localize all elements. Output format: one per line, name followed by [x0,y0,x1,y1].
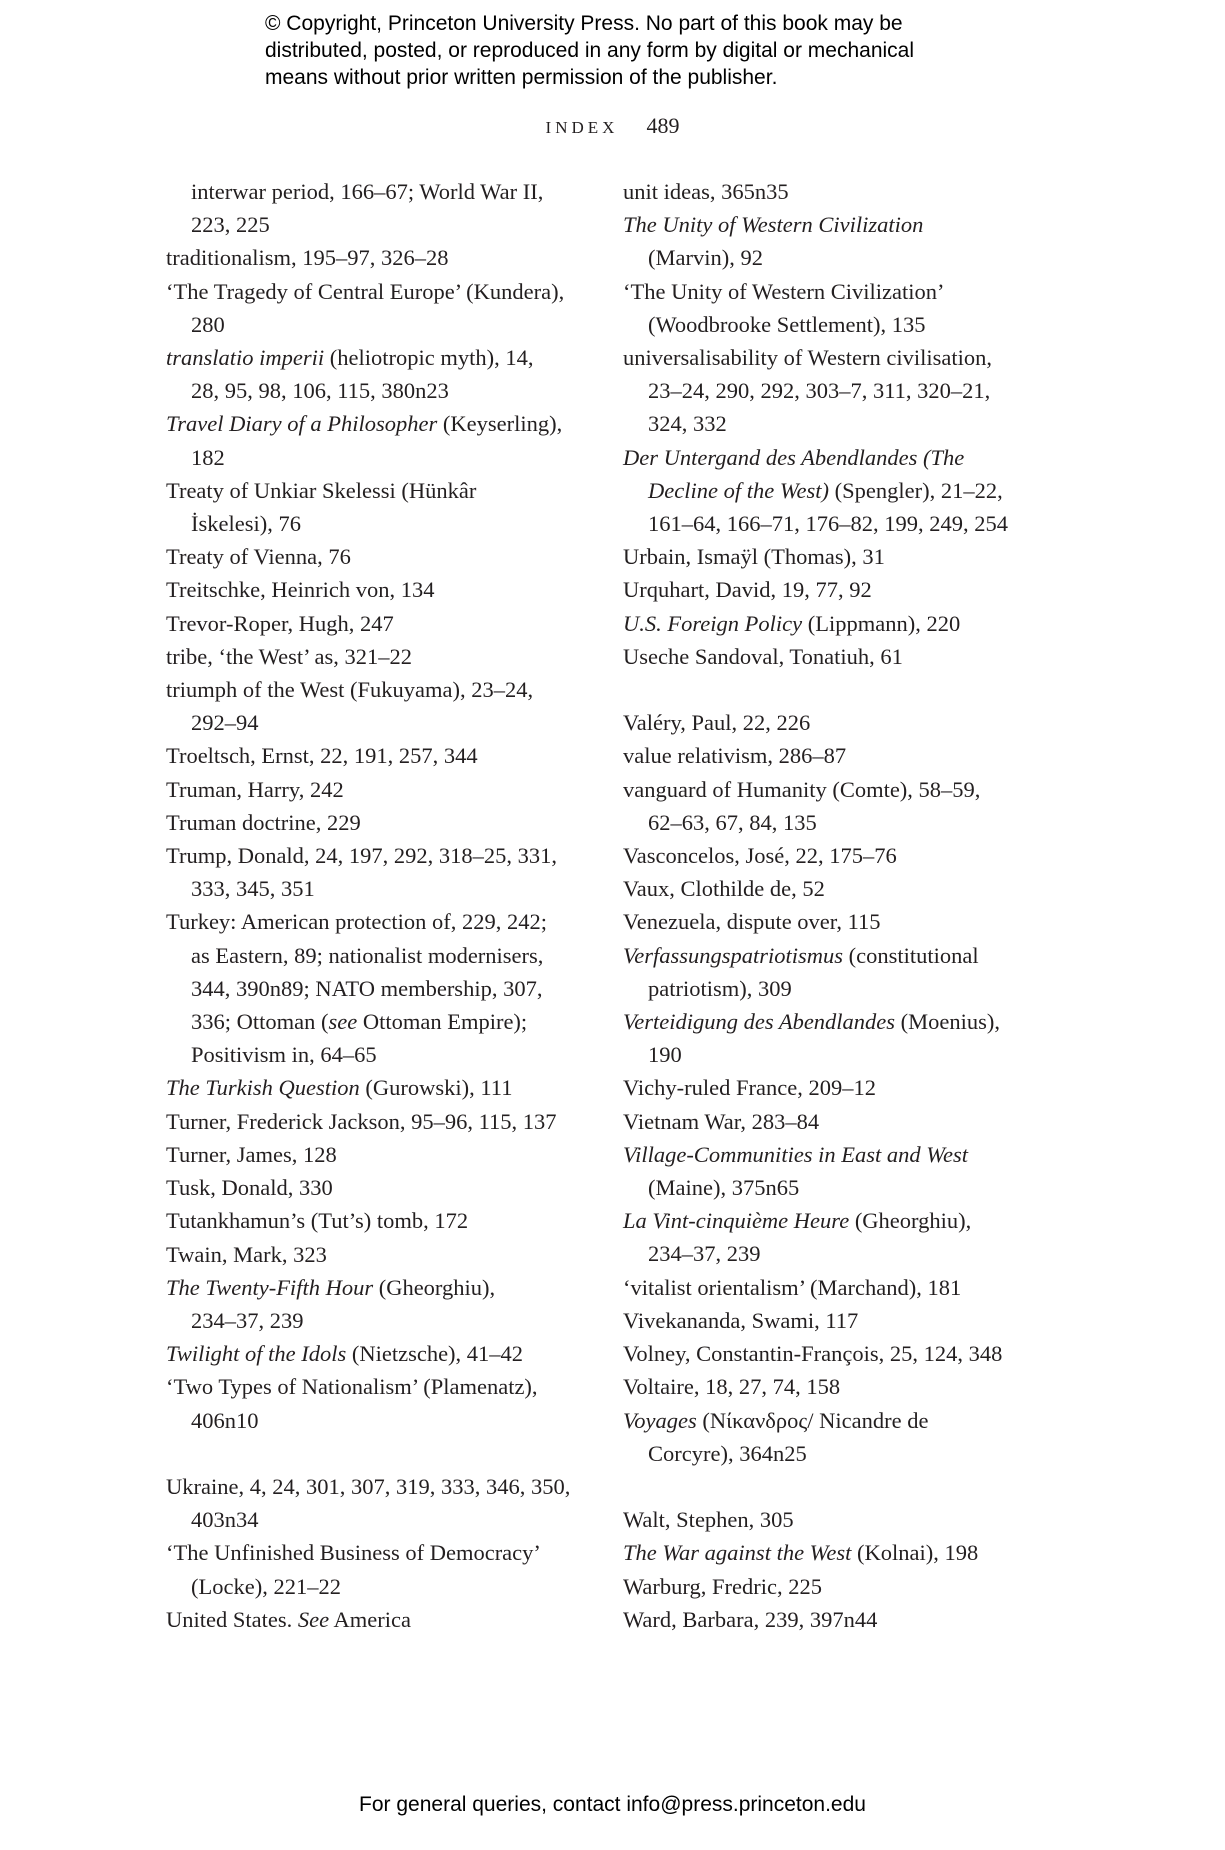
footer-contact: For general queries, contact info@press.princeton.edu [359,1793,866,1816]
index-entry-wrap: patriotism), 309 [648,975,792,1001]
index-entry-text: (Gheorghiu), [849,1208,972,1234]
running-head-label: INDEX [545,118,619,137]
index-entry [623,706,1043,739]
index-entry-text: Ukraine, 4, 24, 301, 307, 319, 333, 346, 350, [166,1473,571,1499]
index-entry [166,1071,586,1104]
index-entry-continuation [623,507,1043,540]
index-entry-text: vanguard of Humanity (Comte), 58–59, [623,776,981,802]
letter-gap [166,1437,586,1470]
index-entry-text: (Kolnai), 198 [851,1540,979,1566]
index-entry-italic: The Twenty-Fifth Hour [166,1274,374,1300]
index-entry-text: Turner, James, 128 [166,1141,337,1167]
index-entry-text: ‘vitalist orientalism’ (Marchand), 181 [623,1274,962,1300]
index-entry-wrap: 406n10 [191,1407,259,1433]
index-entry-wrap: 190 [648,1042,682,1068]
index-entry-text: triumph of the West (Fukuyama), 23–24, [166,677,534,703]
index-entry-text: 161–64, 166–71, 176–82, 199, 249, 254 [648,511,1008,537]
copyright-line: means without prior written permission of the publisher. [265,66,778,89]
index-entry-italic: Verteidigung des Abendlandes [623,1009,896,1035]
index-entry [166,1370,586,1403]
index-entry-wrap: 403n34 [191,1507,259,1533]
index-entry-text: Volney, Constantin-François, 25, 124, 348 [623,1341,1003,1367]
index-entry-continuation [166,972,586,1005]
index-entry [166,739,586,772]
index-entry [166,474,586,507]
index-entry-wrap: (Locke), 221–22 [191,1573,341,1599]
index-entry [623,1603,1043,1636]
index-entry [623,275,1043,308]
index-entry-text: Ward, Barbara, 239, 397n44 [623,1606,878,1632]
index-entry [623,1570,1043,1603]
index-entry [166,673,586,706]
index-entry-text: traditionalism, 195–97, 326–28 [166,245,449,271]
index-entry-text: Trump, Donald, 24, 197, 292, 318–25, 331, [166,843,558,869]
index-entry [623,1304,1043,1337]
index-entry-text: Vivekananda, Swami, 117 [623,1307,859,1333]
index-entry-text: (Νίκανδρος/ Nicandre de [696,1407,929,1433]
index-entry-wrap: 292–94 [191,710,259,736]
index-entry [166,905,586,938]
index-entry [166,806,586,839]
index-entry-wrap: 23–24, 290, 292, 303–7, 311, 320–21, [648,378,991,404]
letter-gap [623,673,1043,706]
index-entry-text: Twain, Mark, 323 [166,1241,327,1267]
index-entry [623,341,1043,374]
index-entry [166,540,586,573]
index-entry-wrap: 333, 345, 351 [191,876,315,902]
index-entry-text: Valéry, Paul, 22, 226 [623,710,811,736]
index-entry-wrap: 182 [191,444,225,470]
index-entry-text: (Gheorghiu), [373,1274,496,1300]
index-entry [166,407,586,440]
index-entry-text: Troeltsch, Ernst, 22, 191, 257, 344 [166,743,478,769]
index-entry-text: Treaty of Vienna, 76 [166,544,351,570]
index-entry-italic: Der Untergand des Abendlandes (The [623,444,965,470]
index-entry [623,607,1043,640]
index-entry-text: Turner, Frederick Jackson, 95–96, 115, 137 [166,1108,557,1134]
index-entry-text: Vasconcelos, José, 22, 175–76 [623,843,897,869]
running-head [0,113,1225,139]
index-entry-text: as Eastern, 89; nationalist modernisers, [191,942,544,968]
index-entry-text: Treaty of Unkiar Skelessi (Hünkâr [166,477,477,503]
index-entry-text: (Keyserling), [437,411,563,437]
index-entry [623,1204,1043,1237]
index-entry-italic: Travel Diary of a Philosopher [166,411,438,437]
index-entry [623,905,1043,938]
index-entry-wrap: Corcyre), 364n25 [648,1440,807,1466]
index-entry [166,640,586,673]
index-entry [166,341,586,374]
index-entry [623,1370,1043,1403]
index-entry-continuation [166,175,586,208]
index-entry [166,1603,586,1636]
index-entry-text: tribe, ‘the West’ as, 321–22 [166,643,413,669]
index-entry-continuation [166,939,586,972]
index-entry [623,208,1043,241]
index-entry-italic: Voyages [623,1407,697,1433]
index-entry-text: Urbain, Ismaÿl (Thomas), 31 [623,544,885,570]
index-entry-continuation [623,407,1043,440]
index-entry-continuation [166,1038,586,1071]
index-entry [166,275,586,308]
index-entry [166,1271,586,1304]
index-entry [623,939,1043,972]
index-entry-text: Truman doctrine, 229 [166,809,361,835]
index-entry [166,773,586,806]
index-entry-text: Vietnam War, 283–84 [623,1108,820,1134]
index-entry-text: Voltaire, 18, 27, 74, 158 [623,1374,841,1400]
index-entry-text: Positivism in, 64–65 [191,1042,377,1068]
index-entry-italic: translatio imperii [166,345,325,371]
index-entry-text: Useche Sandoval, Tonatiuh, 61 [623,643,903,669]
index-entry-wrap: 280 [191,311,225,337]
index-entry-text: Ottoman Empire); [357,1009,528,1035]
index-entry-text: 344, 390n89; NATO membership, 307, [191,975,543,1001]
index-entry-italic: U.S. Foreign Policy [623,610,803,636]
index-entry [623,839,1043,872]
index-entry-text: Tutankhamun’s (Tut’s) tomb, 172 [166,1208,469,1234]
index-entry-text: America [329,1606,411,1632]
index-entry [623,1105,1043,1138]
index-entry-text: Urquhart, David, 19, 77, 92 [623,577,872,603]
index-entry-wrap: (Maine), 375n65 [648,1175,800,1201]
index-entry-text: 336; Ottoman ( [191,1009,329,1035]
index-entry-italic: Twilight of the Idols [166,1341,347,1367]
index-entry-text: Vaux, Clothilde de, 52 [623,876,825,902]
index-entry [623,773,1043,806]
index-entry [166,607,586,640]
index-entry-wrap: (Marvin), 92 [648,245,763,271]
index-entry-italic: see [328,1009,358,1035]
index-column-left [166,175,586,1636]
index-entry [623,1271,1043,1304]
index-entry-text: value relativism, 286–87 [623,743,847,769]
index-entry [623,1337,1043,1370]
index-entry [623,1536,1043,1569]
index-entry [166,1536,586,1569]
index-entry-text: (Lippmann), 220 [802,610,961,636]
index-entry-text: 324, 332 [648,411,727,437]
index-entry-text: ‘The Unfinished Business of Democracy’ [166,1540,541,1566]
index-entry-italic: The Unity of Western Civilization [623,212,924,238]
index-entry-text: Vichy-ruled France, 209–12 [623,1075,876,1101]
index-entry-wrap: 62–63, 67, 84, 135 [648,809,817,835]
index-entry-text: ‘The Unity of Western Civilization’ [623,278,945,304]
index-entry-text: Tusk, Donald, 330 [166,1175,333,1201]
index-entry-italic: The Turkish Question [166,1075,360,1101]
index-entry [623,1503,1043,1536]
index-entry-text: Venezuela, dispute over, 115 [623,909,881,935]
copyright-line: distributed, posted, or reproduced in any form by digital or mechanical [265,39,915,62]
index-entry-wrap: (Woodbrooke Settlement), 135 [648,311,926,337]
index-entry-text: unit ideas, 365n35 [623,179,789,204]
index-entry-text: ‘The Tragedy of Central Europe’ (Kundera), [166,278,565,304]
index-entry-italic: La Vint-cinquième Heure [623,1208,850,1234]
index-entry-wrap: 223, 225 [191,212,270,238]
index-entry [623,739,1043,772]
index-entry-text: Truman, Harry, 242 [166,776,344,802]
index-entry [623,1071,1043,1104]
index-entry-text: (Nietzsche), 41–42 [346,1341,524,1367]
index-entry-text: Walt, Stephen, 305 [623,1507,794,1533]
index-entry-italic: Verfassungspatriotismus [623,942,844,968]
page-number: 489 [646,113,680,138]
index-entry-italic: Village-Communities in East and West [623,1141,968,1167]
index-entry-italic: See [297,1606,330,1632]
index-entry [623,1005,1043,1038]
index-entry-text: (heliotropic myth), 14, [324,345,534,371]
index-entry-text: interwar period, 166–67; World War II, [191,179,544,204]
index-entry [623,540,1043,573]
index-entry-italic: The War against the West [623,1540,852,1566]
index-entry-italic: Decline of the West) [648,477,829,503]
index-entry-text: (Gurowski), 111 [359,1075,513,1101]
index-entry [623,1404,1043,1437]
index-entry [166,241,586,274]
index-entry-continuation [623,474,1043,507]
index-entry-wrap: 234–37, 239 [648,1241,761,1267]
index-entry-text: Turkey: American protection of, 229, 242; [166,909,547,935]
index-entry-text: ‘Two Types of Nationalism’ (Plamenatz), [166,1374,538,1400]
index-entry [623,872,1043,905]
index-entry-continuation [166,1005,586,1038]
index-entry-text: Treitschke, Heinrich von, 134 [166,577,435,603]
index-entry [623,640,1043,673]
index-entry-text: Trevor-Roper, Hugh, 247 [166,610,394,636]
index-entry-text: (Moenius), [895,1009,1001,1035]
index-entry [166,573,586,606]
index-entry-wrap: İskelesi), 76 [191,511,301,537]
index-entry [166,1470,586,1503]
index-column-right [623,175,1043,1636]
index-entry [166,1171,586,1204]
copyright-line: © Copyright, Princeton University Press. No part of this book may be [265,12,903,35]
index-entry-text: United States. [166,1606,298,1632]
index-entry [166,1337,586,1370]
index-entry-text: (Spengler), 21–22, [829,477,1003,503]
letter-gap [623,1470,1043,1503]
index-entry-wrap: 28, 95, 98, 106, 115, 380n23 [191,378,449,404]
index-entry-wrap: 234–37, 239 [191,1307,304,1333]
copyright-notice [265,10,1025,91]
index-entry [623,175,1043,208]
index-entry [166,839,586,872]
index-entry [623,573,1043,606]
index-entry-text: universalisability of Western civilisation, [623,345,992,371]
index-entry [166,1204,586,1237]
index-entry [166,1138,586,1171]
index-entry [166,1105,586,1138]
index-entry-text: (constitutional [843,942,979,968]
index-entry-text: Warburg, Fredric, 225 [623,1573,822,1599]
index-entry [623,441,1043,474]
index-entry [166,1238,586,1271]
index-entry [623,1138,1043,1171]
